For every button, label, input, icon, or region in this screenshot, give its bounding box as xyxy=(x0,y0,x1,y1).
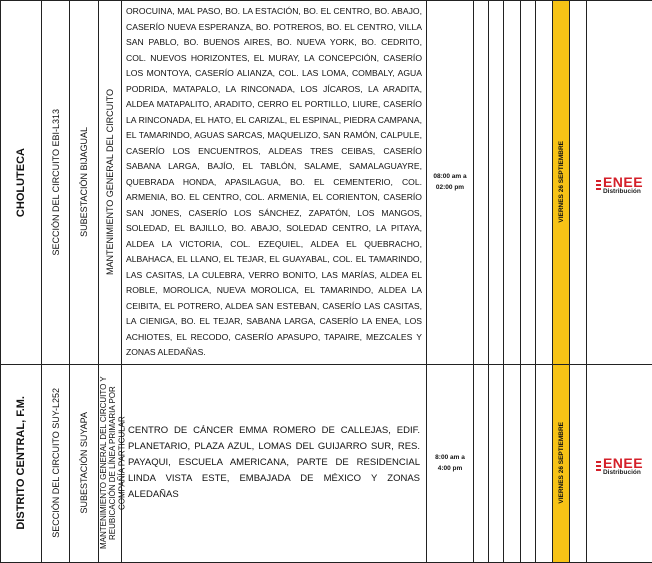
blank-cell xyxy=(570,1,587,365)
blank-cell xyxy=(474,364,489,562)
substation-cell xyxy=(70,1,99,365)
time-end: 02:00 pm xyxy=(427,182,473,193)
logo-name: ENEE xyxy=(603,456,643,470)
substation-name: SUBESTACIÓN BIJAGUAL xyxy=(79,127,89,237)
blank-cell xyxy=(504,1,521,365)
time-end: 4:00 pm xyxy=(427,463,473,474)
logo-name: ENEE xyxy=(603,175,643,189)
logo-cell xyxy=(587,364,652,562)
blank-cell xyxy=(521,364,536,562)
circuit-section: SECCIÓN DEL CIRCUITO SUY-L252 xyxy=(51,388,61,538)
time-cell xyxy=(427,364,474,562)
logo-subtitle: Distribución xyxy=(603,470,641,477)
table-row xyxy=(1,364,652,562)
logo-subtitle: Distribución xyxy=(603,189,641,196)
work-cell xyxy=(99,1,122,365)
blank-cell xyxy=(536,1,553,365)
region-label: DISTRITO CENTRAL, F.M. xyxy=(15,396,27,530)
date-cell xyxy=(553,1,570,365)
substation-cell xyxy=(70,364,99,562)
substation-name: SUBESTACIÓN SUYAPA xyxy=(79,412,89,514)
work-description: MANTENIMIENTO GENERAL DEL CIRCUITO Y REUBICACIÓN DE LÍNEA PRIMARIA POR COMPAÑÍA PARTICULAR xyxy=(99,368,127,558)
enee-logo xyxy=(596,175,643,196)
work-description: MANTENIMIENTO GENERAL DEL CIRCUITO xyxy=(105,89,115,275)
region-label: CHOLUTECA xyxy=(15,148,27,217)
time-cell xyxy=(427,1,474,365)
section-cell xyxy=(42,1,70,365)
blank-cell xyxy=(474,1,489,365)
table-row xyxy=(1,1,652,365)
region-cell xyxy=(1,364,42,562)
blank-cell xyxy=(504,364,521,562)
circuit-section: SECCIÓN DEL CIRCUITO EBI-L313 xyxy=(51,109,61,256)
blank-cell xyxy=(536,364,553,562)
outage-date: VIERNES 26 SEPTIEMBRE xyxy=(558,141,565,223)
affected-areas: CENTRO DE CÁNCER EMMA ROMERO DE CALLEJAS, EDIF. PLANETARIO, PLAZA AZUL, LOMAS DEL GUIJARRO SUR, RES. PAYAQUI, ESCUELA AMERICANA, PARTE DE RESIDENCIAL LINDA VISTA ESTE, EMBAJADA DE MÉXICO Y ZONAS ALEDAÑAS xyxy=(122,364,427,562)
work-cell xyxy=(99,364,122,562)
affected-areas: OROCUINA, MAL PASO, BO. LA ESTACIÓN, BO. EL CENTRO, BO. ABAJO, CASERÍO NUEVA ESPERANZA, BO. POTREROS, BO. EL CENTRO, VILLA SAN PABLO, BO. BUENOS AIRES, BO. NUEVA YORK, BO. CEDRITO, COL. NUEVOS HORIZONTES, EL MURAY, LA CONCEPCIÓN, CASERÍO LOS MONTOYA, CASERÍO ALIANZA, COL. LAS LOMA, COMBALY, AGUA PODRIDA, MATAPALO, LA RINCONADA, LOS JÍCAROS, LA ARADITA, ALDEA MATAPALITO, ARADITO, CERRO EL PORTILLO, LIURE, CASERÍO LA RINCONADA, EL HATO, EL CARIZAL, EL ESPINAL, PIEDRA CAMPANA, EL TAMARINDO, AGUAS SARCAS, MAQUELIZO, SAN RAMÓN, CALPULE, CASERÍO LOS ENCUENTROS, ALDEAS TRES CEIBAS, CASERÍO SABANA LARGA, BAJÍO, EL TABLÓN, SALAME, SAMALAGUAYRE, QUEBRADA HONDA, APASILAGUA, BO. EL CEMENTERIO, COL. ARMENIA, BO. EL CENTRO, COL. ARMENIA, EL CORIENTON, CASERÍO SAN JONES, CASERÍO LOS SÁNCHEZ, ZAPATÓN, LOS MANGOS, SOLEDAD, EL BAJILLO, BO. ABAJO, SOLEDAD CENTRO, LA PITAYA, ALDEA LA VICTORIA, COL. EZEQUIEL, ALDEA EL QUEBRACHO, ALBAHACA, EL LLANO, EL TEJAR, EL GUAYABAL, COL. EL TAMARINDO, LAS CASITAS, LA CULEBRA, VERRO BONITO, LAS MARÍAS, ALDEA EL ROBLE, MOROLICA, NUEVA MOROLICA, EL TAMARINDO, ALDEA LA CEIBITA, EL POTRERO, ALDEA SAN ESTEBAN, CASERÍO LAS CASITAS, LA CIENIGA, BO. EL TEJAR, SABANA LARGA, CASERÍO LA ENEA, LOS ACHIOTES, EL RECODO, CASERÍO APASUPO, TAPAIRE, MEZCALES Y ZONAS ALEDAÑAS. xyxy=(122,1,427,365)
region-cell xyxy=(1,1,42,365)
enee-logo-icon xyxy=(596,180,601,190)
date-cell xyxy=(553,364,570,562)
time-start: 8:00 am a xyxy=(427,452,473,463)
outage-date: VIERNES 26 SEPTIEMBRE xyxy=(558,422,565,504)
section-cell xyxy=(42,364,70,562)
logo-cell xyxy=(587,1,652,365)
blank-cell xyxy=(489,364,504,562)
enee-logo-icon xyxy=(596,461,601,471)
time-start: 08:00 am a xyxy=(427,171,473,182)
blank-cell xyxy=(521,1,536,365)
enee-logo xyxy=(596,456,643,477)
blank-cell xyxy=(489,1,504,365)
blank-cell xyxy=(570,364,587,562)
